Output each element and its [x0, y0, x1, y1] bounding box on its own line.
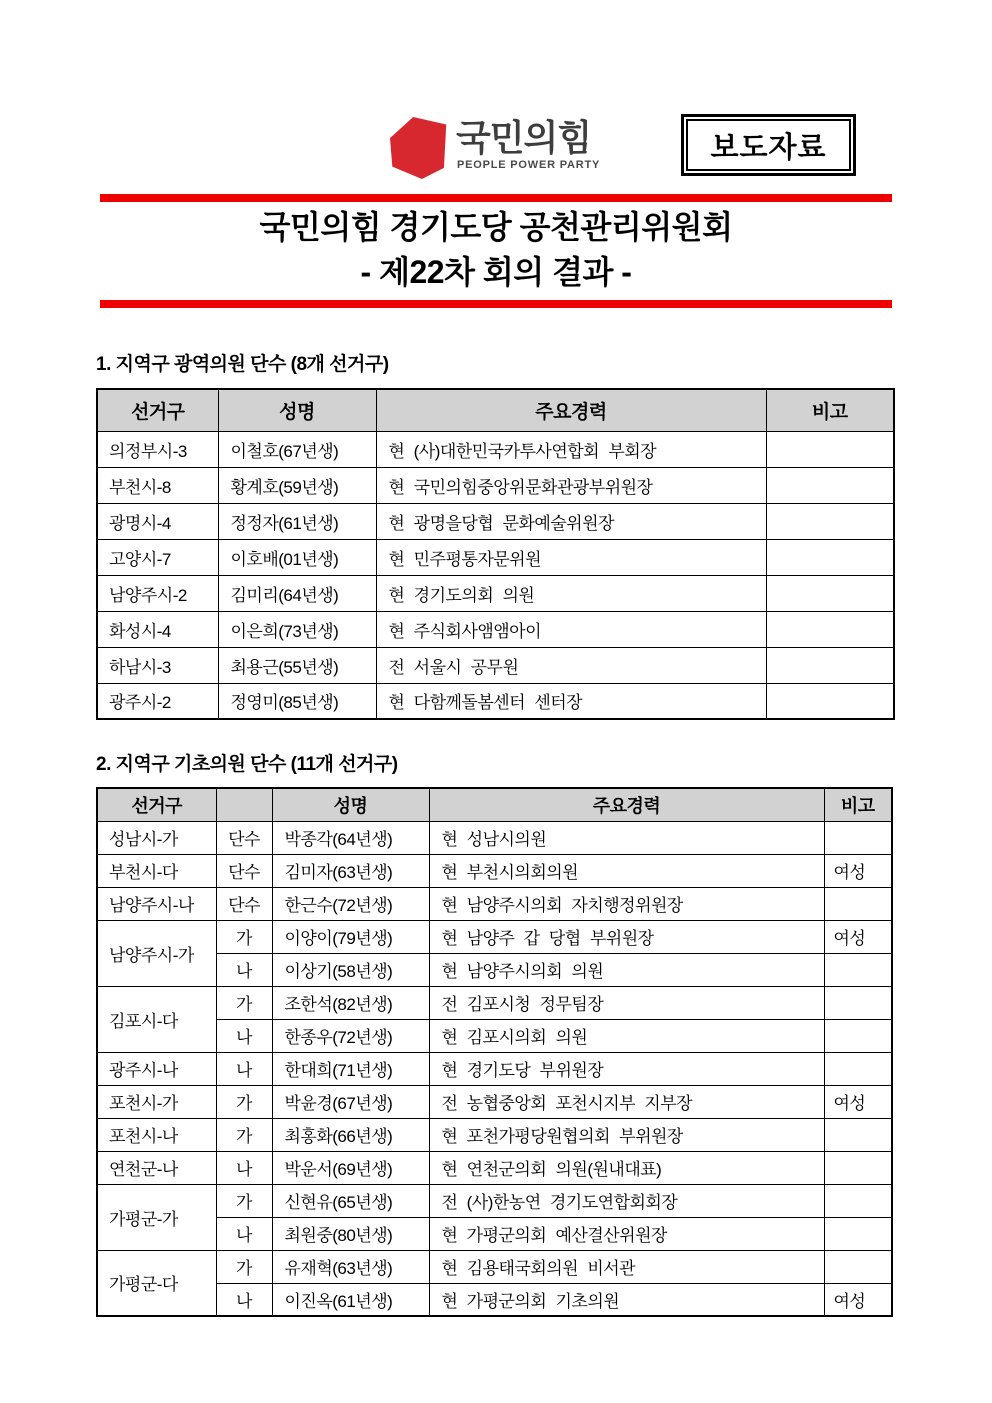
selection-type-cell: 나 — [216, 953, 272, 986]
note-cell — [766, 467, 894, 503]
table-row — [97, 1052, 892, 1085]
career-cell: 전 김포시청 정무팀장 — [429, 986, 824, 1019]
basic-council-table-body — [97, 821, 892, 1316]
district-cell: 고양시-7 — [97, 539, 218, 575]
metro-council-table-body — [97, 431, 894, 719]
note-cell — [824, 1184, 892, 1217]
basic-council-table — [96, 787, 893, 1317]
column-header: 성명 — [272, 788, 429, 821]
note-cell — [824, 1217, 892, 1250]
title-divider-bottom — [100, 300, 892, 308]
table-row — [97, 431, 894, 467]
note-cell — [766, 611, 894, 647]
table-row — [97, 887, 892, 920]
note-cell — [824, 1151, 892, 1184]
name-cell: 김미리(64년생) — [218, 575, 376, 611]
district-cell: 연천군-나 — [97, 1151, 216, 1184]
table-row — [97, 467, 894, 503]
note-cell — [766, 647, 894, 683]
name-cell: 황계호(59년생) — [218, 467, 376, 503]
name-cell: 이진옥(61년생) — [272, 1283, 429, 1316]
district-cell: 성남시-가 — [97, 821, 216, 854]
note-cell — [824, 1052, 892, 1085]
table-row — [97, 611, 894, 647]
column-header: 주요경력 — [429, 788, 824, 821]
selection-type-cell: 가 — [216, 1085, 272, 1118]
table-row — [97, 1019, 892, 1052]
career-cell: 현 주식회사앰앰아이 — [376, 611, 766, 647]
note-cell — [766, 683, 894, 719]
selection-type-cell: 가 — [216, 1118, 272, 1151]
table-row — [97, 920, 892, 953]
table-row — [97, 683, 894, 719]
name-cell: 한근수(72년생) — [272, 887, 429, 920]
table-row — [97, 854, 892, 887]
district-cell: 포천시-나 — [97, 1118, 216, 1151]
table-row — [97, 953, 892, 986]
name-cell: 박종각(64년생) — [272, 821, 429, 854]
note-cell — [766, 539, 894, 575]
selection-type-cell: 가 — [216, 986, 272, 1019]
column-header: 선거구 — [97, 389, 218, 431]
note-cell — [824, 986, 892, 1019]
party-logo-english: PEOPLE POWER PARTY — [457, 159, 601, 171]
note-cell: 여성 — [824, 854, 892, 887]
table-row — [97, 986, 892, 1019]
document-title — [100, 205, 892, 295]
career-cell: 현 광명을당협 문화예술위원장 — [376, 503, 766, 539]
selection-type-cell: 나 — [216, 1217, 272, 1250]
career-cell: 전 농협중앙회 포천시지부 지부장 — [429, 1085, 824, 1118]
name-cell: 유재혁(63년생) — [272, 1250, 429, 1283]
district-cell: 김포시-다 — [97, 986, 216, 1052]
name-cell: 최원중(80년생) — [272, 1217, 429, 1250]
note-cell — [824, 821, 892, 854]
column-header: 비고 — [824, 788, 892, 821]
district-cell: 남양주시-나 — [97, 887, 216, 920]
column-header: 주요경력 — [376, 389, 766, 431]
name-cell: 김미자(63년생) — [272, 854, 429, 887]
note-cell: 여성 — [824, 1283, 892, 1316]
note-cell — [766, 503, 894, 539]
name-cell: 한종우(72년생) — [272, 1019, 429, 1052]
table-row — [97, 1283, 892, 1316]
table-row — [97, 1250, 892, 1283]
section2-heading: 2. 지역구 기초의원 단수 (11개 선거구) — [96, 754, 398, 775]
district-cell: 가평군-가 — [97, 1184, 216, 1250]
metro-council-table-header — [97, 389, 894, 431]
name-cell: 최홍화(66년생) — [272, 1118, 429, 1151]
note-cell — [824, 953, 892, 986]
table-header-row — [97, 389, 894, 431]
table-header-row — [97, 788, 892, 821]
district-cell: 남양주시-가 — [97, 920, 216, 986]
district-cell: 부천시-8 — [97, 467, 218, 503]
basic-council-table-header — [97, 788, 892, 821]
career-cell: 현 남양주시의회 의원 — [429, 953, 824, 986]
name-cell: 정정자(61년생) — [218, 503, 376, 539]
table-row — [97, 503, 894, 539]
note-cell — [824, 1250, 892, 1283]
table-row — [97, 821, 892, 854]
career-cell: 현 남양주시의회 자치행정위원장 — [429, 887, 824, 920]
career-cell: 현 부천시의회의원 — [429, 854, 824, 887]
table-row — [97, 1184, 892, 1217]
table-row — [97, 575, 894, 611]
name-cell: 조한석(82년생) — [272, 986, 429, 1019]
name-cell: 이은희(73년생) — [218, 611, 376, 647]
party-logo-korean: 국민의힘 — [456, 117, 592, 158]
district-cell: 가평군-다 — [97, 1250, 216, 1316]
district-cell: 광명시-4 — [97, 503, 218, 539]
note-cell: 여성 — [824, 920, 892, 953]
note-cell — [824, 1019, 892, 1052]
career-cell: 현 민주평통자문위원 — [376, 539, 766, 575]
career-cell: 전 서울시 공무원 — [376, 647, 766, 683]
name-cell: 신현유(65년생) — [272, 1184, 429, 1217]
selection-type-cell: 나 — [216, 1283, 272, 1316]
name-cell: 박윤경(67년생) — [272, 1085, 429, 1118]
district-cell: 부천시-다 — [97, 854, 216, 887]
note-cell — [766, 431, 894, 467]
name-cell: 이철호(67년생) — [218, 431, 376, 467]
selection-type-cell: 단수 — [216, 854, 272, 887]
name-cell: 이호배(01년생) — [218, 539, 376, 575]
district-cell: 의정부시-3 — [97, 431, 218, 467]
district-cell: 광주시-2 — [97, 683, 218, 719]
table-row — [97, 1085, 892, 1118]
career-cell: 현 김포시의회 의원 — [429, 1019, 824, 1052]
column-header: 선거구 — [97, 788, 216, 821]
career-cell: 현 (사)대한민국카투사연합회 부회장 — [376, 431, 766, 467]
career-cell: 현 경기도당 부위원장 — [429, 1052, 824, 1085]
district-cell: 포천시-가 — [97, 1085, 216, 1118]
note-cell — [766, 575, 894, 611]
metro-council-table — [96, 388, 895, 720]
career-cell: 현 포천가평당원협의회 부위원장 — [429, 1118, 824, 1151]
note-cell — [824, 1118, 892, 1151]
district-cell: 하남시-3 — [97, 647, 218, 683]
career-cell: 현 김용태국회의원 비서관 — [429, 1250, 824, 1283]
column-header: 비고 — [766, 389, 894, 431]
selection-type-cell: 가 — [216, 1184, 272, 1217]
district-cell: 남양주시-2 — [97, 575, 218, 611]
table-row — [97, 647, 894, 683]
career-cell: 현 다함께돌봄센터 센터장 — [376, 683, 766, 719]
column-header: 성명 — [218, 389, 376, 431]
column-header — [216, 788, 272, 821]
selection-type-cell: 나 — [216, 1151, 272, 1184]
name-cell: 정영미(85년생) — [218, 683, 376, 719]
document-title-line2: - 제22차 회의 결과 - — [360, 254, 632, 290]
table-row — [97, 539, 894, 575]
press-release-badge-label: 보도자료 — [686, 119, 851, 171]
table-row — [97, 1151, 892, 1184]
section1-heading: 1. 지역구 광역의원 단수 (8개 선거구) — [96, 354, 389, 375]
selection-type-cell: 단수 — [216, 887, 272, 920]
selection-type-cell: 나 — [216, 1019, 272, 1052]
name-cell: 한대희(71년생) — [272, 1052, 429, 1085]
party-logo-icon — [390, 117, 448, 179]
name-cell: 이양이(79년생) — [272, 920, 429, 953]
career-cell: 현 연천군의회 의원(원내대표) — [429, 1151, 824, 1184]
career-cell: 현 가평군의회 예산결산위원장 — [429, 1217, 824, 1250]
table-row — [97, 1118, 892, 1151]
name-cell: 이상기(58년생) — [272, 953, 429, 986]
career-cell: 현 가평군의회 기초의원 — [429, 1283, 824, 1316]
career-cell: 현 국민의힘중앙위문화관광부위원장 — [376, 467, 766, 503]
document-title-line1: 국민의힘 경기도당 공천관리위원회 — [259, 209, 733, 245]
career-cell: 전 (사)한농연 경기도연합회회장 — [429, 1184, 824, 1217]
career-cell: 현 경기도의회 의원 — [376, 575, 766, 611]
press-release-badge — [681, 114, 856, 176]
name-cell: 박운서(69년생) — [272, 1151, 429, 1184]
note-cell — [824, 887, 892, 920]
career-cell: 현 남양주 갑 당협 부위원장 — [429, 920, 824, 953]
career-cell: 현 성남시의원 — [429, 821, 824, 854]
selection-type-cell: 단수 — [216, 821, 272, 854]
name-cell: 최용근(55년생) — [218, 647, 376, 683]
district-cell: 광주시-나 — [97, 1052, 216, 1085]
district-cell: 화성시-4 — [97, 611, 218, 647]
table-row — [97, 1217, 892, 1250]
selection-type-cell: 가 — [216, 920, 272, 953]
selection-type-cell: 나 — [216, 1052, 272, 1085]
note-cell: 여성 — [824, 1085, 892, 1118]
title-divider-top — [100, 194, 892, 202]
selection-type-cell: 가 — [216, 1250, 272, 1283]
